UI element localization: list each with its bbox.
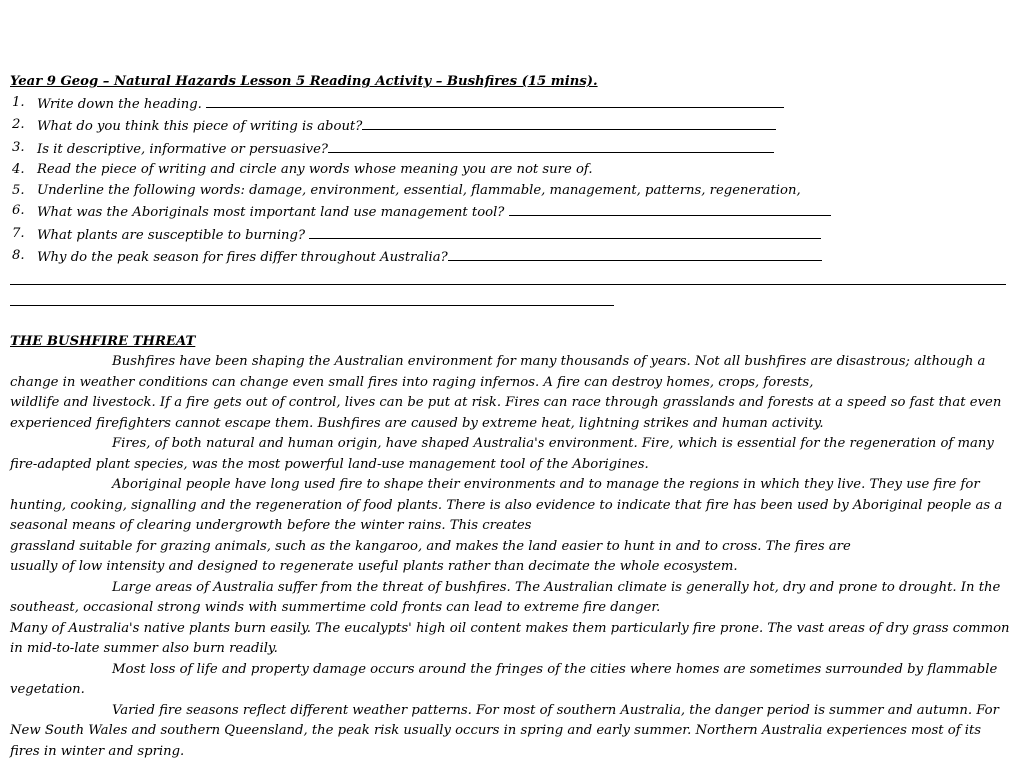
answer-line [206,93,784,108]
worksheet-title: Year 9 Geog – Natural Hazards Lesson 5 Reading Activity – Bushfires (15 mins). [10,74,598,89]
article-paragraph-10: Varied fire seasons reflect different weather patterns. For most of southern Australia, the danger period is summer and autumn. For New South Wales and southern Queensland, the peak risk usually occurs in spring and early summer. Northern Australia experiences most of its fires in winter and spring. [10,702,999,759]
article-paragraph-6: usually of low intensity and designed to regenerate useful plants rather than decimate the whole ecosystem. [10,559,738,574]
question-number: 4. [12,162,25,177]
question-7 [10,224,1010,247]
question-number: 3. [12,139,25,155]
answer-line [309,224,821,239]
answer-line [328,138,774,153]
question-6 [10,201,1010,224]
article-paragraph-2: wildlife and livestock. If a fire gets out of control, lives can be put at risk. Fires can race through grasslands and forests at a speed so fast that even experienced firefighters cannot escape them. Bushfires are caused by extreme heat, lightning strikes and human activity. [10,395,1002,431]
question-number: 7. [12,225,25,241]
question-1 [10,93,1010,116]
answer-line-partial [10,304,614,306]
article-paragraph-9: Most loss of life and property damage occurs around the fringes of the cities where homes are sometimes surrounded by flammable vegetation. [10,661,998,697]
question-number: 6. [12,203,25,218]
article-paragraph-3: Fires, of both natural and human origin, have shaped Australia's environment. Fire, which is essential for the regeneration of many fire-adapted plant species, was the most powerful land-use management tool of the Aborigines. [10,436,994,472]
answer-line [448,246,822,261]
question-text: What was the Aboriginals most important land use management tool? [37,205,509,220]
question-4 [10,160,1010,181]
question-number: 2. [12,117,25,132]
worksheet [10,72,1010,762]
question-2 [10,115,1010,138]
question-3 [10,138,1010,161]
question-number: 8. [12,248,25,263]
question-text: Read the piece of writing and circle any words whose meaning you are not sure of. [37,162,593,177]
question-number: 1. [12,94,25,110]
article-paragraph-7: Large areas of Australia suffer from the threat of bushfires. The Australian climate is generally hot, dry and prone to drought. In the southeast, occasional strong winds with summertime cold fronts can lead to extreme fire danger. [10,579,1001,615]
article-paragraph-4: Aboriginal people have long used fire to shape their environments and to manage the regions in which they live. They use fire for hunting, cooking, signalling and the regeneration of food plants. There is also evidence to indicate that fire has been used by Aboriginal people as a seasonal means of clearing undergrowth before the winter rains. This creates [10,477,1003,533]
answer-line-full [10,283,1006,285]
question-number: 5. [12,182,25,198]
answer-line [509,201,831,216]
question-text: Write down the heading. [37,96,207,112]
question-text: What do you think this piece of writing is about? [37,119,363,134]
question-text: Underline the following words: damage, environment, essential, flammable, management, patterns, regeneration, [37,182,801,198]
question-text: What plants are susceptible to burning? [37,227,310,243]
question-text: Is it descriptive, informative or persuasive? [37,141,328,157]
question-text: Why do the peak season for fires differ throughout Australia? [37,250,448,265]
article-paragraph-1: Bushfires have been shaping the Australian environment for many thousands of years. Not all bushfires are disastrous; although a change in weather conditions can change even small fires into raging infernos. A fire can destroy homes, crops, forests, [10,354,986,390]
answer-line [362,115,776,130]
article-paragraph-5: grassland suitable for grazing animals, such as the kangaroo, and makes the land easier to hunt in and to cross. The fires are [10,538,851,554]
question-8 [10,246,1010,269]
article-heading: THE BUSHFIRE THREAT [10,333,196,349]
article-paragraph-8: Many of Australia's native plants burn easily. The eucalypts' high oil content makes them particularly fire prone. The vast areas of dry grass common in mid-to-late summer also burn readily. [10,620,1010,656]
question-5 [10,181,1010,202]
